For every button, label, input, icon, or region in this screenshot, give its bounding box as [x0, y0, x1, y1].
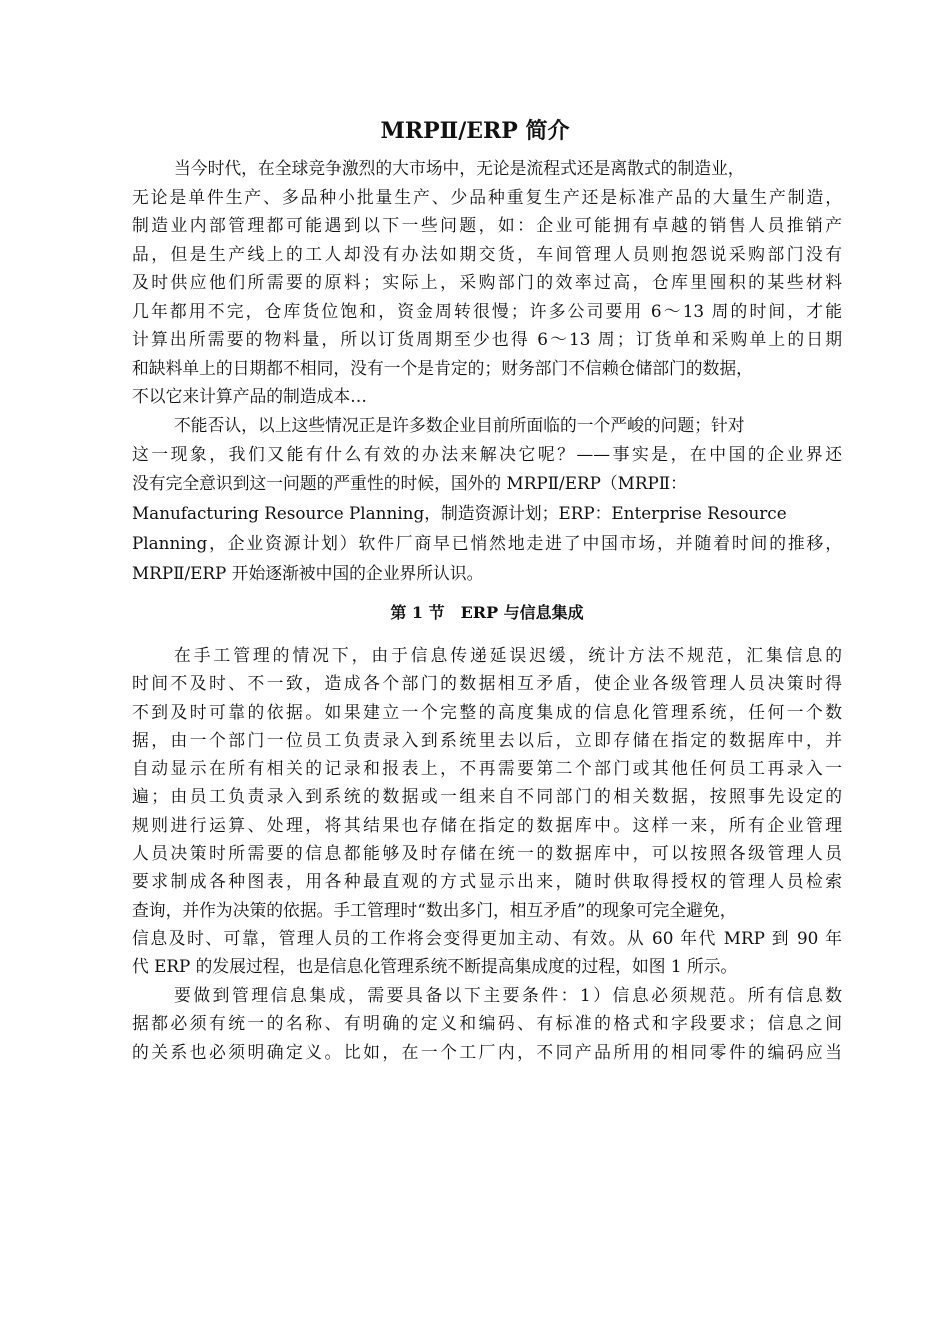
text-line: 不到及时可靠的依据。如果建立一个完整的高度集成的信息化管理系统，任何一个数 [132, 702, 842, 722]
text-line: 当今时代，在全球竞争激烈的大市场中，无论是流程式还是离散式的制造业， [174, 158, 745, 178]
text-line: 没有完全意识到这一问题的严重性的时候，国外的 MRPⅡ/ERP（MRPⅡ： [132, 473, 687, 493]
text-line: 不以它来计算产品的制造成本… [132, 386, 367, 406]
text-line: 遍；由员工负责录入到系统的数据或一组来自不同部门的相关数据，按照事先设定的 [132, 786, 842, 806]
text-line: 几年都用不完，仓库货位饱和，资金周转很慢；许多公司要用 6～13 周的时间，才能 [132, 301, 842, 321]
text-line: 时间不及时、不一致，造成各个部门的数据相互矛盾，使企业各级管理人员决策时得 [132, 673, 842, 693]
text-line: 不能否认，以上这些情况正是许多数企业目前所面临的一个严峻的问题；针对 [174, 415, 745, 435]
text-line: 品，但是生产线上的工人却没有办法如期交货，车间管理人员则抱怨说采购部门没有 [132, 244, 842, 264]
text-line: 据，由一个部门一位员工负责录入到系统里去以后，立即存储在指定的数据库中，并 [132, 730, 842, 750]
text-line: Planning，企业资源计划）软件厂商早已悄然地走进了中国市场，并随着时间的推移， [132, 533, 842, 553]
text-line: 要做到管理信息集成，需要具备以下主要条件：1）信息必须规范。所有信息数 [174, 985, 842, 1005]
text-line: 的关系也必须明确定义。比如，在一个工厂内，不同产品所用的相同零件的编码应当 [132, 1042, 842, 1062]
text-line: 代 ERP 的发展过程，也是信息化管理系统不断提高集成度的过程，如图 1 所示。 [132, 956, 738, 976]
section-heading: 第 1 节 ERP 与信息集成 [390, 603, 584, 622]
text-line: 规则进行运算、处理，将其结果也存储在指定的数据库中。这样一来，所有企业管理 [132, 815, 842, 835]
text-line: 及时供应他们所需要的原料；实际上，采购部门的效率过高，仓库里囤积的某些材料 [132, 272, 842, 292]
text-line: 查询，并作为决策的依据。手工管理时“数出多门，相互矛盾”的现象可完全避免， [132, 900, 737, 920]
text-line: 制造业内部管理都可能遇到以下一些问题，如：企业可能拥有卓越的销售人员推销产 [132, 215, 842, 235]
text-line: 无论是单件生产、多品种小批量生产、少品种重复生产还是标准产品的大量生产制造， [132, 187, 842, 207]
text-line: 人员决策时所需要的信息都能够及时存储在统一的数据库中，可以按照各级管理人员 [132, 843, 842, 863]
text-line: 信息及时、可靠，管理人员的工作将会变得更加主动、有效。从 60 年代 MRP 到 90 年 [132, 928, 842, 948]
text-line: MRPⅡ/ERP 开始逐渐被中国的企业界所认识。 [132, 563, 484, 583]
text-line: 自动显示在所有相关的记录和报表上，不再需要第二个部门或其他任何员工再录入一 [132, 758, 842, 778]
text-line: 在手工管理的情况下，由于信息传递延误迟缓，统计方法不规范，汇集信息的 [174, 645, 842, 665]
text-line: 这一现象，我们又能有什么有效的办法来解决它呢？——事实是，在中国的企业界还 [132, 444, 842, 464]
document-title: MRPⅡ/ERP 简介 [380, 118, 570, 144]
text-line: 计算出所需要的物料量，所以订货周期至少也得 6～13 周；订货单和采购单上的日期 [132, 329, 842, 349]
text-line: 据都必须有统一的名称、有明确的定义和编码、有标准的格式和字段要求；信息之间 [132, 1013, 842, 1033]
text-line: 要求制成各种图表，用各种最直观的方式显示出来，随时供取得授权的管理人员检索 [132, 871, 842, 891]
text-line: Manufacturing Resource Planning，制造资源计划；ERP：Enterprise Resource [132, 503, 787, 523]
text-line: 和缺料单上的日期都不相同，没有一个是肯定的；财务部门不信赖仓储部门的数据， [132, 358, 753, 378]
